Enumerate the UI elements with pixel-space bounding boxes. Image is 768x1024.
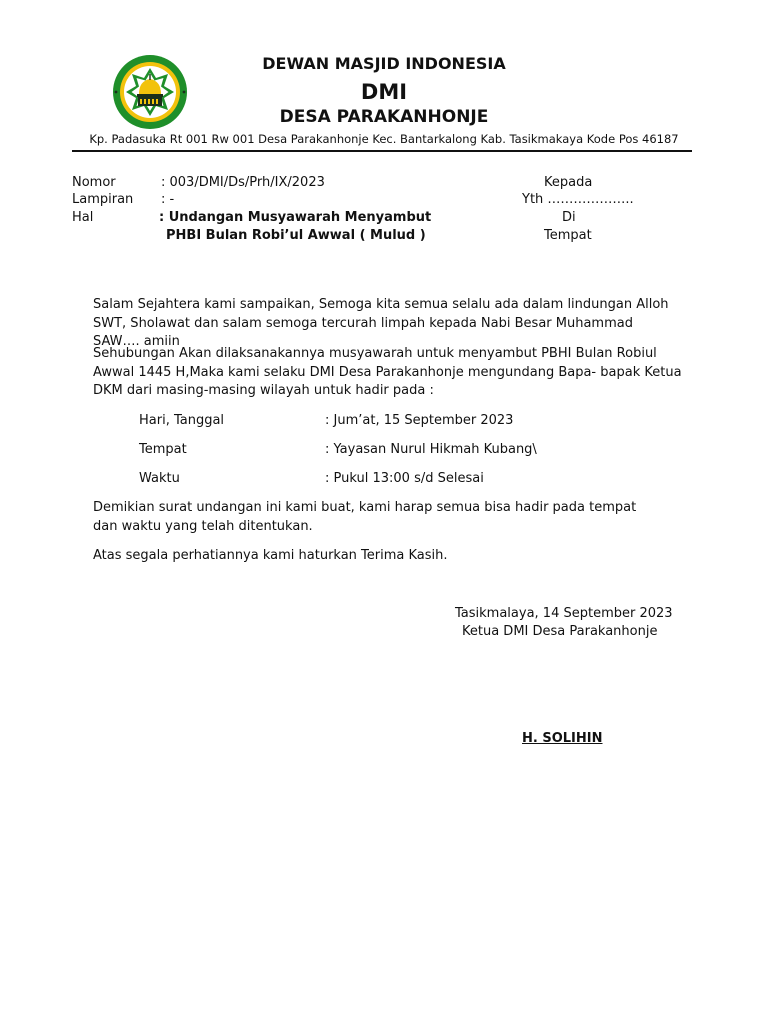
- intro-paragraph: Sehubungan Akan dilaksanakannya musyawarah untuk menyambut PBHI Bulan Robiul Awwal 1445 H,Maka kami selaku DMI Desa Parakanhonje mengundang Bapa- bapak Ketua DKM dari masing-masing wilayah untuk hadir pada :: [93, 346, 682, 398]
- detail-label: Waktu: [139, 471, 180, 486]
- detail-value: : Pukul 13:00 s/d Selesai: [325, 471, 484, 486]
- village-name: DESA PARAKANHONJE: [279, 107, 489, 127]
- lampiran-label: Lampiran: [72, 192, 134, 207]
- nomor-value: : 003/DMI/Ds/Prh/IX/2023: [161, 175, 325, 190]
- nomor-label: Nomor: [72, 175, 116, 190]
- detail-value: : Yayasan Nurul Hikmah Kubang\: [325, 442, 537, 457]
- org-name: DEWAN MASJID INDONESIA: [262, 54, 506, 73]
- detail-label: Tempat: [139, 442, 187, 457]
- closing-paragraph: Demikian surat undangan ini kami buat, kami harap semua bisa hadir pada tempat dan waktu yang telah ditentukan.: [93, 500, 637, 534]
- signer-name: H. SOLIHIN: [522, 731, 603, 746]
- place-date: Tasikmalaya, 14 September 2023: [455, 606, 673, 621]
- hal-value-continued: PHBI Bulan Robi’ul Awwal ( Mulud ): [166, 228, 426, 243]
- thanks-paragraph: Atas segala perhatiannya kami haturkan Terima Kasih.: [93, 548, 448, 563]
- header-divider: [72, 150, 692, 152]
- hal-value: : Undangan Musyawarah Menyambut: [159, 210, 432, 225]
- greeting-paragraph: Salam Sejahtera kami sampaikan, Semoga kita semua selalu ada dalam lindungan Alloh SWT, Sholawat dan salam semoga tercurah limpah kepada Nabi Besar Muhammad SAW…. amiin: [93, 297, 669, 349]
- recipient-tempat: Tempat: [544, 228, 592, 243]
- detail-label: Hari, Tanggal: [139, 413, 225, 428]
- org-acronym: DMI: [360, 80, 408, 104]
- recipient-di: Di: [562, 210, 576, 225]
- recipient-yth: Yth ………………..: [522, 192, 634, 207]
- detail-value: : Jum’at, 15 September 2023: [325, 413, 514, 428]
- address: Kp. Padasuka Rt 001 Rw 001 Desa Parakanhonje Kec. Bantarkalong Kab. Tasikmakaya Kode Pos 46187: [89, 132, 679, 146]
- lampiran-value: : -: [161, 192, 175, 207]
- recipient-kepada: Kepada: [544, 175, 593, 190]
- signer-position: Ketua DMI Desa Parakanhonje: [462, 624, 658, 639]
- hal-label: Hal: [72, 210, 94, 225]
